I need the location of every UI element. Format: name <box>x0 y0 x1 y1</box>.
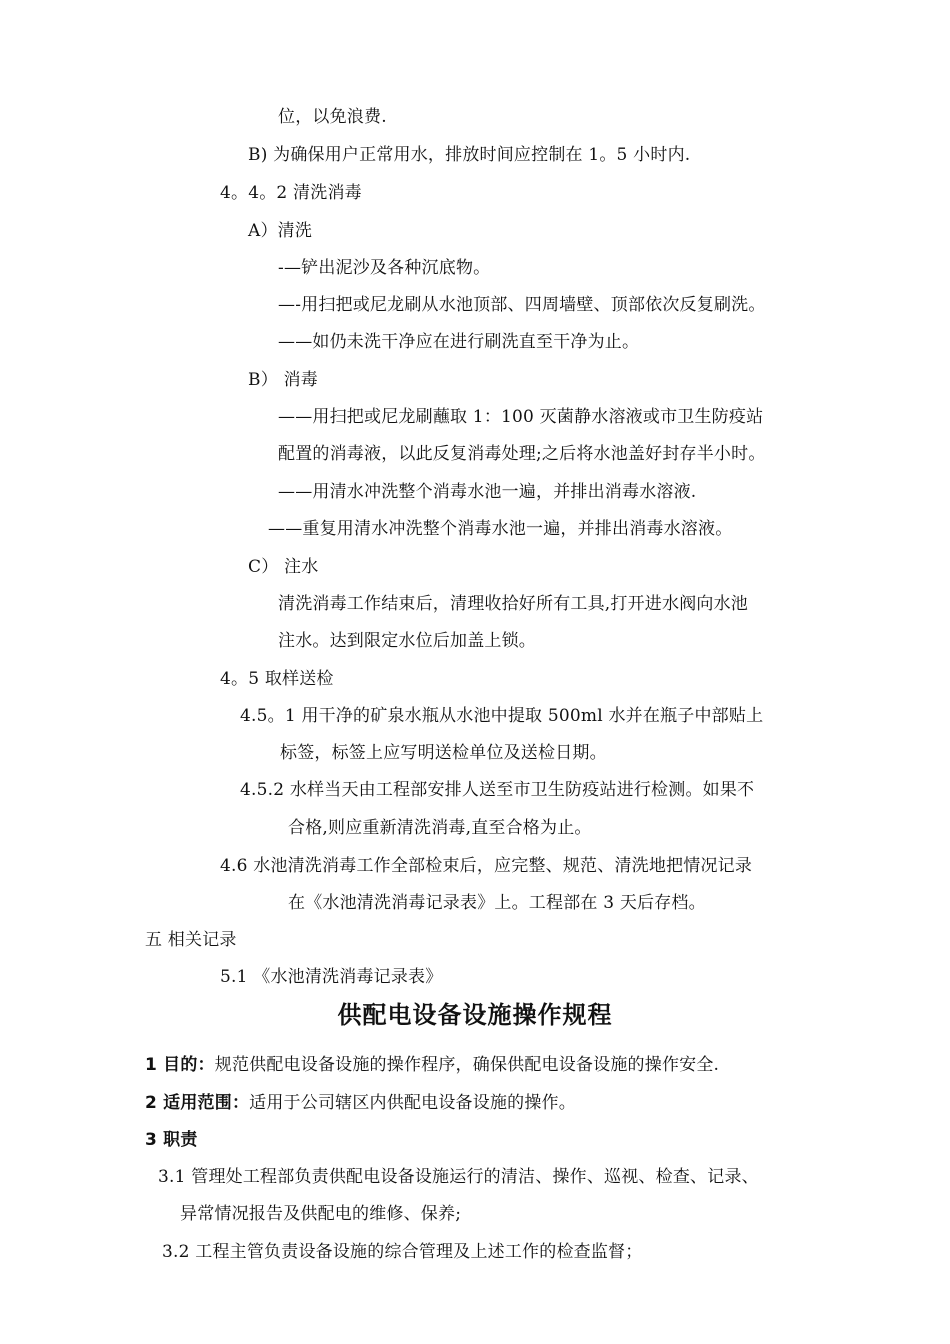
text-line: 在《水池清洗消毒记录表》上。工程部在 3 天后存档。 <box>288 893 706 913</box>
scope-line <box>145 1092 576 1114</box>
scope-text: 适用于公司辖区内供配电设备设施的操作。 <box>249 1093 576 1113</box>
text-line: 4.6 水池清洗消毒工作全部检束后，应完整、规范、清洗地把情况记录 <box>220 856 753 876</box>
text-line: -—铲出泥沙及各种沉底物。 <box>278 258 491 278</box>
text-line: ——如仍未洗干净应在进行刷洗直至干净为止。 <box>278 332 640 352</box>
scope-label: 2 适用范围： <box>145 1093 250 1113</box>
subsection-heading: A）清洗 <box>248 221 313 241</box>
section-heading: 五 相关记录 <box>145 930 237 950</box>
text-line: ——重复用清水冲洗整个消毒水池一遍，并排出消毒水溶液。 <box>268 519 733 539</box>
document-title: 供配电设备设施操作规程 <box>337 1001 613 1029</box>
purpose-label: 1 目的： <box>145 1055 215 1075</box>
text-line: B) 为确保用户正常用水，排放时间应控制在 1。5 小时内. <box>248 145 691 165</box>
text-line: 3.1 管理处工程部负责供配电设备设施运行的清洁、操作、巡视、检查、记录、 <box>158 1167 759 1187</box>
section-heading: 4。4。2 清洗消毒 <box>220 183 362 203</box>
subsection-heading: C） 注水 <box>248 557 319 577</box>
text-line: 标签，标签上应写明送检单位及送检日期。 <box>280 743 607 763</box>
subsection-heading: B） 消毒 <box>248 370 318 390</box>
text-line: 异常情况报告及供配电的维修、保养; <box>180 1204 462 1224</box>
text-line: —-用扫把或尼龙刷从水池顶部、四周墙壁、顶部依次反复刷洗。 <box>278 295 766 315</box>
text-line: 合格,则应重新清洗消毒,直至合格为止。 <box>288 818 592 838</box>
text-line: 注水。达到限定水位后加盖上锁。 <box>278 631 536 651</box>
purpose-line <box>145 1054 719 1076</box>
purpose-text: 规范供配电设备设施的操作程序，确保供配电设备设施的操作安全. <box>214 1055 720 1075</box>
text-line: 位，以免浪费. <box>278 107 387 127</box>
text-line: ——用清水冲洗整个消毒水池一遍，并排出消毒水溶液. <box>278 482 697 502</box>
text-line: 4.5.2 水样当天由工程部安排人送至市卫生防疫站进行检测。如果不 <box>240 780 755 800</box>
text-line: 清洗消毒工作结束后，清理收拾好所有工具,打开进水阀向水池 <box>278 594 749 614</box>
section-heading: 4。5 取样送检 <box>220 669 334 689</box>
text-line: 4.5。1 用干净的矿泉水瓶从水池中提取 500ml 水并在瓶子中部贴上 <box>240 706 764 726</box>
text-line: 3.2 工程主管负责设备设施的综合管理及上述工作的检查监督； <box>162 1242 643 1262</box>
text-line: 配置的消毒液，以此反复消毒处理;之后将水池盖好封存半小时。 <box>278 444 766 464</box>
text-line: 5.1 《水池清洗消毒记录表》 <box>220 967 443 987</box>
responsibility-heading: 3 职责 <box>145 1130 198 1150</box>
text-line: ——用扫把或尼龙刷蘸取 1：100 灭菌静水溶液或市卫生防疫站 <box>278 407 764 427</box>
